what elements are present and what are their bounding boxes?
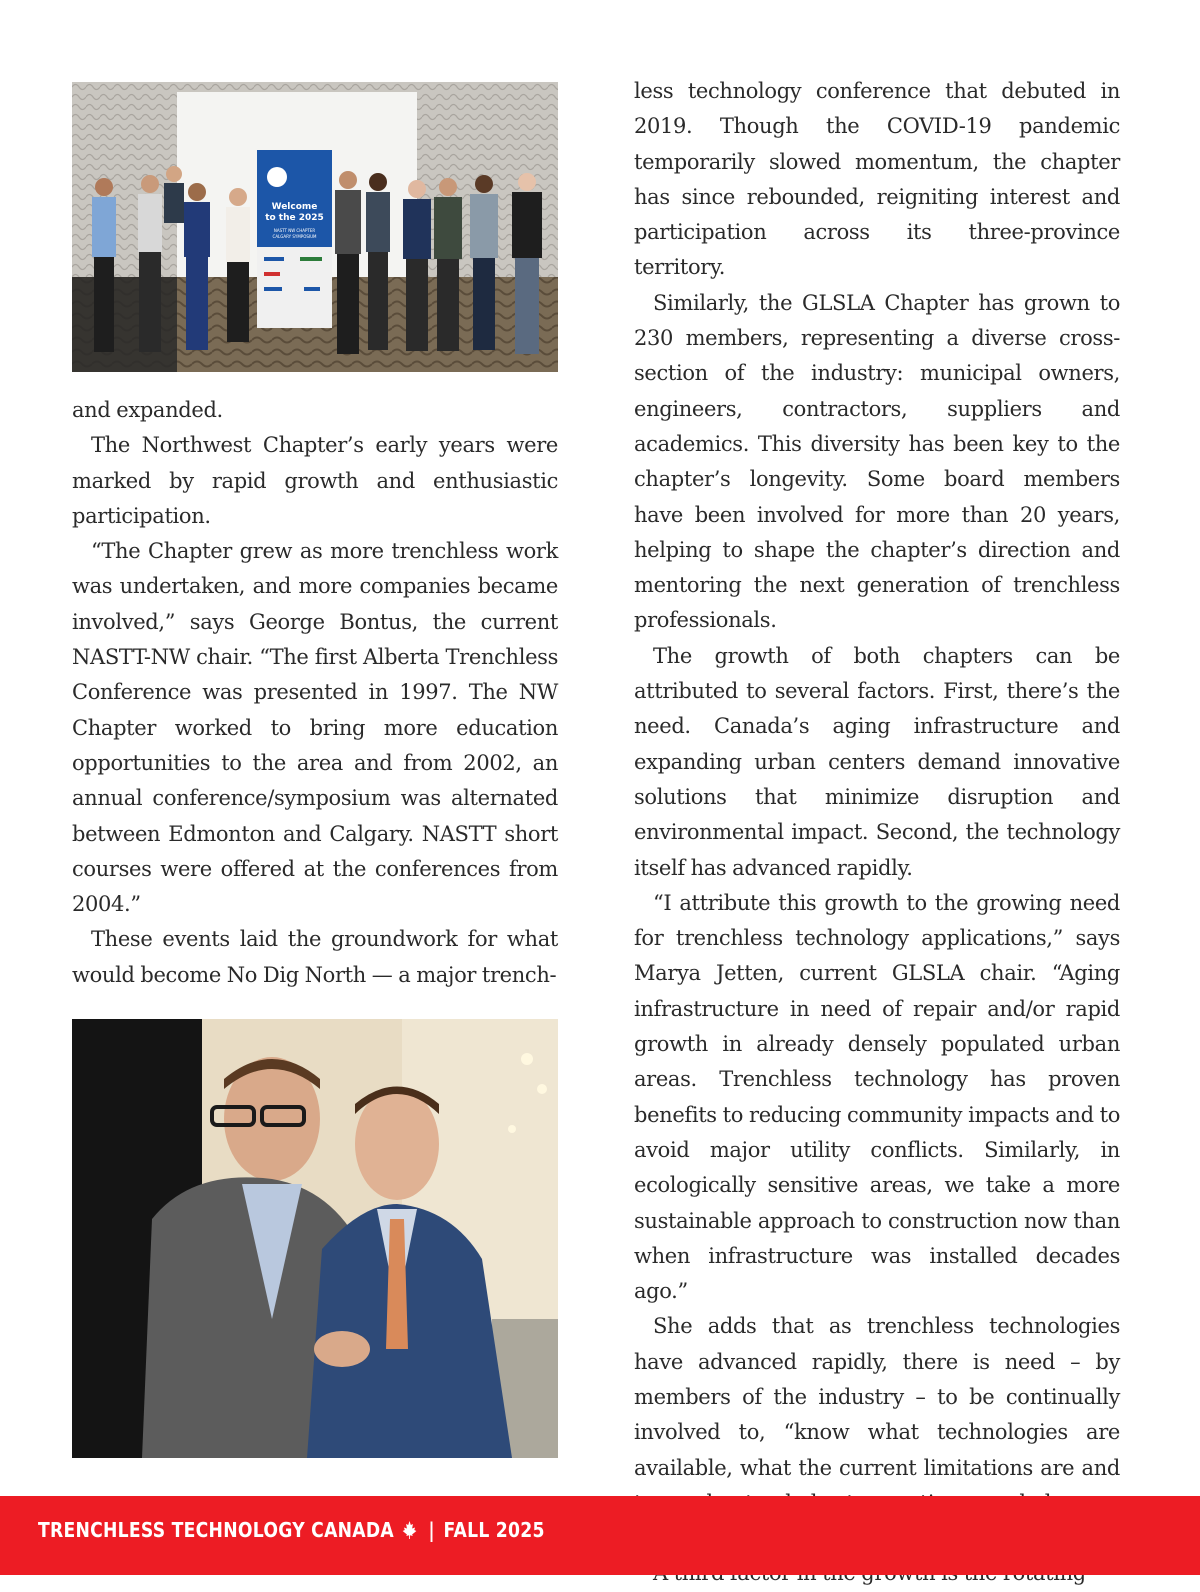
paragraph: “I attribute this growth to the growing need for trenchless technology applications,” says Marya Jetten, current GLSLA chair. “Aging infrastructure in need of repair and/or rapid growth in already densely populated urban areas. Trenchless technology has proven benefits to reducing community impacts and to avoid major utility conflicts. Similarly, in ecologically sensitive areas, we take a more sustainable approach to construction now than when infrastructure was installed decades ago.” (634, 890, 1120, 1304)
left-column (72, 393, 558, 993)
banner-line-4: CALGARY SYMPOSIUM (272, 234, 317, 239)
group-photo (72, 82, 558, 372)
paragraph: less technology conference that debuted in 2019. Though the COVID-19 pandemic temporarily slowed momentum, the chapter has since rebounded, reigniting interest and participation across its three-province territory. (634, 79, 1120, 280)
nastt-banner (257, 150, 332, 328)
paragraph: The Northwest Chapter’s early years were marked by rapid growth and enthusiastic participation. (72, 433, 558, 528)
publication-name: TRENCHLESS TECHNOLOGY CANADA (38, 1518, 394, 1542)
page-footer (0, 1496, 1200, 1575)
handshake-photo (72, 1019, 558, 1458)
issue-label: FALL 2025 (443, 1518, 545, 1542)
footer-separator: | (428, 1518, 435, 1542)
maple-leaf-icon (401, 1520, 418, 1540)
right-column (634, 74, 1120, 1592)
footer-label (38, 1518, 545, 1542)
paragraph: The growth of both chapters can be attributed to several factors. First, there’s the need. Canada’s aging infrastructure and expanding urban centers demand innovative solutions that minimize disruption and environmental impact. Second, the technology itself has advanced rapidly. (634, 643, 1120, 880)
paragraph: These events laid the groundwork for what would become No Dig North — a major trench- (72, 927, 558, 987)
paragraph: Similarly, the GLSLA Chapter has grown to 230 members, representing a diverse cross-section of the industry: municipal owners, engineers, contractors, suppliers and academics. This diversity has been key to the chapter’s longevity. Some board members have been involved for more than 20 years, helping to shape the chapter’s direction and mentoring the next generation of trenchless professionals. (634, 290, 1120, 633)
banner-line-2: to the 2025 (265, 213, 324, 223)
paragraph: “The Chapter grew as more trenchless work was undertaken, and more companies became involved,” says George Bontus, the current NASTT-NW chair. “The first Alberta Trenchless Conference was presented in 1997. The NW Chapter worked to bring more education opportunities to the area and from 2002, an annual conference/symposium was alternated between Edmonton and Calgary. NASTT short courses were offered at the conferences from 2004.” (72, 539, 558, 917)
banner-line-3: NASTT NW CHAPTER (273, 228, 316, 233)
paragraph: and expanded. (72, 398, 223, 422)
banner-line-1: Welcome (271, 202, 318, 212)
paragraph: She adds that as trenchless technologies have advanced rapidly, there is need – by members of the industry – to be continually involved to, “know what technologies are available, what the current limitations are and (634, 1314, 1120, 1480)
